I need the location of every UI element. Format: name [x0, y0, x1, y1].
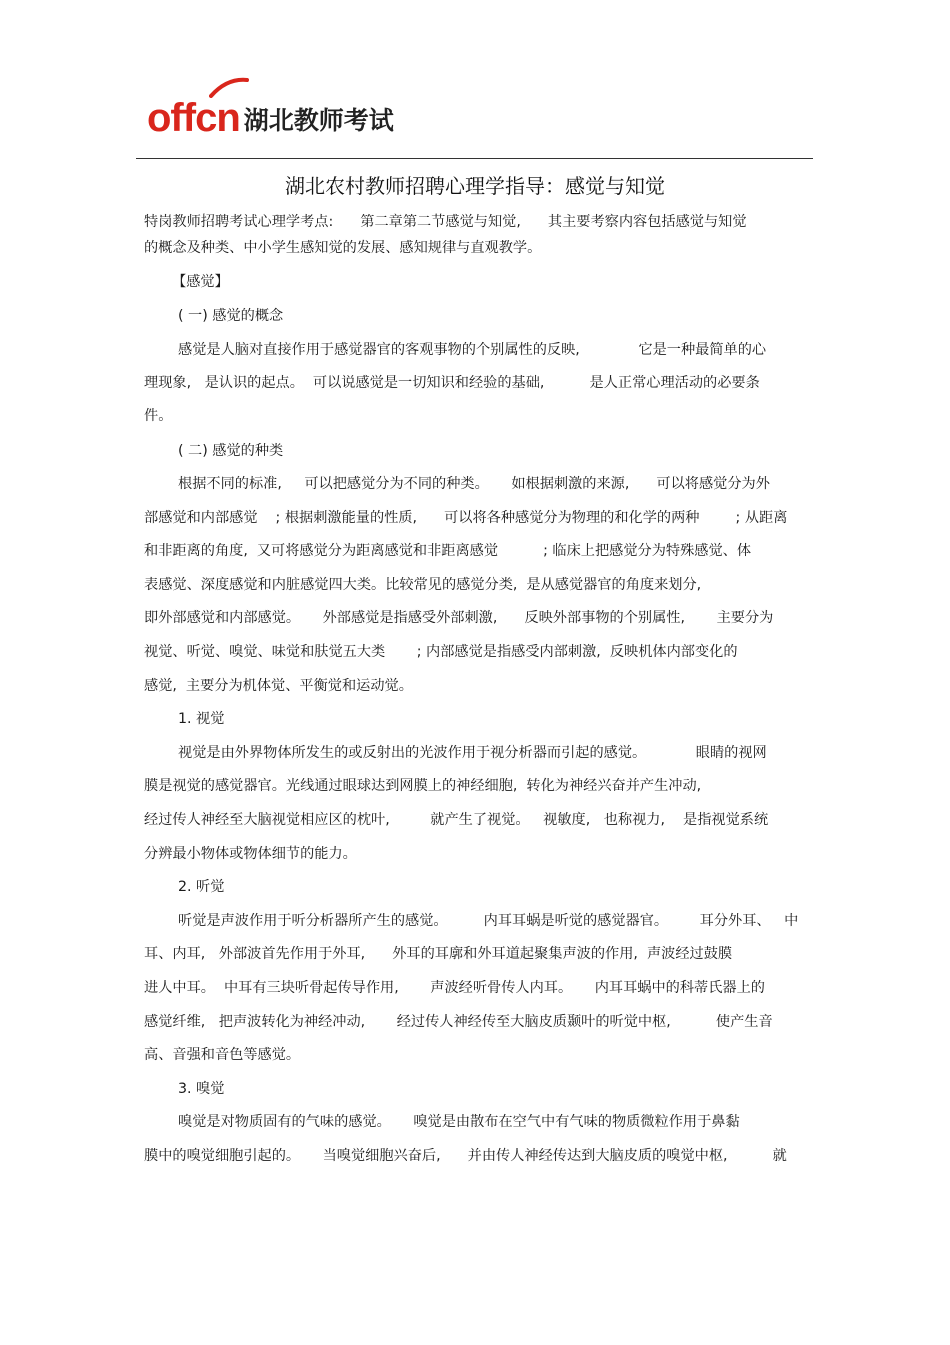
- paragraph-line: 高、音强和音色等感觉。: [144, 1047, 301, 1063]
- logo-mark: offcn: [147, 96, 240, 140]
- subsection-heading: ( 二) 感觉的种类: [178, 443, 284, 459]
- logo-text: 湖北教师考试: [243, 106, 394, 135]
- paragraph-line: 表感觉、深度感觉和内脏感觉四大类。比较常见的感觉分类, 是从感觉器官的角度来划分,: [144, 577, 702, 593]
- paragraph-line: 分辨最小物体或物体细节的能力。: [144, 846, 357, 862]
- document-title: 湖北农村教师招聘心理学指导：感觉与知觉: [285, 174, 665, 198]
- subsection-heading: ( 一) 感觉的概念: [178, 308, 284, 324]
- paragraph-line: 和非距离的角度, 又可将感觉分为距离感觉和非距离感觉 ; 临床上把感觉分为特殊感觉、体: [144, 543, 752, 559]
- subsection-heading: 2. 听觉: [178, 879, 225, 895]
- section-heading: 【感觉】: [172, 274, 229, 290]
- subsection-heading: 1. 视觉: [178, 711, 225, 727]
- paragraph-line: 即外部感觉和内部感觉。 外部感觉是指感受外部刺激, 反映外部事物的个别属性, 主要分为: [144, 610, 774, 626]
- paragraph-line: 视觉、听觉、嗅觉、味觉和肤觉五大类 ; 内部感觉是指感受内部刺激, 反映机体内部变化的: [144, 644, 738, 660]
- paragraph-line: 件。: [144, 408, 173, 424]
- paragraph-line: 膜中的嗅觉细胞引起的。 当嗅觉细胞兴奋后, 并由传人神经传达到大脑皮质的嗅觉中枢, 就: [144, 1148, 787, 1164]
- paragraph-line: 耳、内耳, 外部波首先作用于外耳, 外耳的耳廓和外耳道起聚集声波的作用, 声波经过鼓膜: [144, 946, 733, 962]
- paragraph-line: 特岗教师招聘考试心理学考点: 第二章第二节感觉与知觉, 其主要考察内容包括感觉与知觉: [144, 214, 747, 230]
- offcn-logo: [147, 88, 394, 138]
- paragraph-line: 经过传人神经至大脑视觉相应区的枕叶, 就产生了视觉。 视敏度, 也称视力, 是指视觉系统: [144, 812, 769, 828]
- paragraph-line: 理现象, 是认识的起点。 可以说感觉是一切知识和经验的基础, 是人正常心理活动的必要条: [144, 375, 760, 391]
- paragraph-line: 视觉是由外界物体所发生的或反射出的光波作用于视分析器而引起的感觉。 眼睛的视网: [178, 745, 767, 761]
- paragraph-line: 根据不同的标准, 可以把感觉分为不同的种类。 如根据刺激的来源, 可以将感觉分为外: [178, 476, 770, 492]
- paragraph-line: 听觉是声波作用于听分析器所产生的感觉。 内耳耳蜗是听觉的感觉器官。 耳分外耳、 中: [178, 913, 799, 929]
- paragraph-line: 感觉是人脑对直接作用于感觉器官的客观事物的个别属性的反映, 它是一种最简单的心: [178, 342, 767, 358]
- paragraph-line: 感觉纤维, 把声波转化为神经冲动, 经过传人神经传至大脑皮质颞叶的听觉中枢, 使产生音: [144, 1014, 773, 1030]
- subsection-heading: 3. 嗅觉: [178, 1081, 225, 1097]
- paragraph-line: 感觉, 主要分为机体觉、平衡觉和运动觉。: [144, 678, 413, 694]
- paragraph-line: 的概念及种类、中小学生感知觉的发展、感知规律与直观教学。: [144, 240, 542, 256]
- logo-swoosh-icon: [209, 76, 249, 98]
- header-divider: [136, 158, 813, 159]
- paragraph-line: 嗅觉是对物质固有的气味的感觉。 嗅觉是由散布在空气中有气味的物质微粒作用于鼻黏: [178, 1114, 740, 1130]
- paragraph-line: 膜是视觉的感觉器官。光线通过眼球达到网膜上的神经细胞, 转化为神经兴奋并产生冲动,: [144, 778, 702, 794]
- paragraph-line: 部感觉和内部感觉 ; 根据刺激能量的性质, 可以将各种感觉分为物理的和化学的两种 ; 从距离: [144, 510, 788, 526]
- paragraph-line: 进人中耳。 中耳有三块听骨起传导作用, 声波经听骨传人内耳。 内耳耳蜗中的科蒂氏器上的: [144, 980, 765, 996]
